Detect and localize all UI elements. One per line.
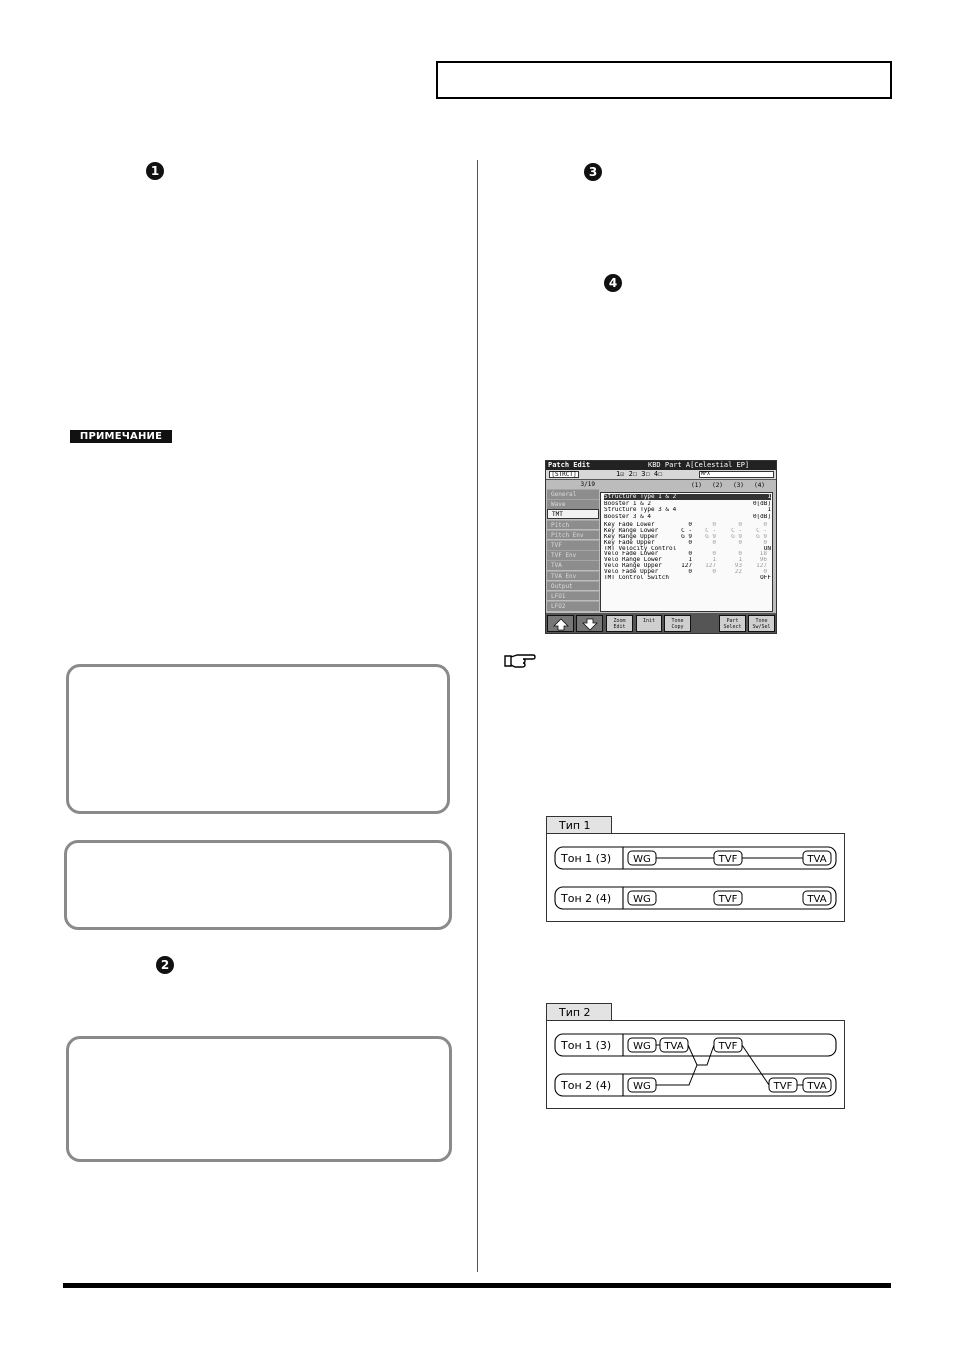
node-label: TVA — [807, 1081, 827, 1092]
lcd-sidebar-item[interactable]: Pitch Env — [547, 530, 599, 540]
lcd-sidebar-item[interactable]: Output — [547, 581, 599, 591]
lcd-param-label: Booster 3 & 4 — [604, 513, 651, 520]
lcd-tone-value: 18 — [759, 551, 767, 558]
lcd-tmt-row[interactable] — [604, 575, 771, 581]
lcd-param-panel — [600, 492, 773, 612]
arrow-up-icon — [551, 618, 571, 631]
diagram-frame — [546, 833, 845, 922]
step-2-marker: 2 — [156, 956, 174, 974]
lcd-screenshot — [545, 460, 777, 634]
lcd-sidebar-item[interactable]: Wave — [547, 499, 599, 509]
lcd-param-label: Key Fade Lower — [604, 522, 655, 529]
lcd-tone-value: 127 — [681, 563, 692, 569]
lcd-sidebar-item[interactable]: General — [547, 489, 599, 499]
diagram-svg — [547, 834, 844, 921]
lcd-param-label: Velo Range Upper — [604, 563, 662, 569]
lcd-tone-value: 93 — [734, 563, 742, 569]
lcd-function-button[interactable]: Init — [636, 615, 662, 632]
lcd-tone-headers — [686, 482, 774, 490]
lcd-param-label: Velo Range Lower — [604, 557, 662, 564]
lcd-tone-value: 0 — [763, 568, 767, 575]
lcd-sidebar-item[interactable]: LFO1 — [547, 591, 599, 601]
lcd-tone-value: 0 — [738, 522, 742, 529]
lcd-param-value: 0[dB] — [752, 500, 771, 507]
lcd-tone-value: 0 — [712, 539, 716, 546]
lcd-tone-value: 0 — [712, 568, 716, 575]
node-label: WG — [633, 1041, 651, 1052]
diagram-type-tab: Тип 1 — [546, 816, 612, 833]
lcd-tone-value: 0 — [688, 522, 692, 529]
diagram-type-tab: Тип 2 — [546, 1003, 612, 1020]
lcd-sidebar-item[interactable]: TVA Env — [547, 571, 599, 581]
lcd-param-label: Structure Type 1 & 2 — [604, 494, 677, 500]
lcd-param-row[interactable] — [604, 507, 771, 513]
lcd-tone-value: G 9 — [681, 534, 692, 540]
page-header-box — [436, 61, 892, 99]
step-3-marker: 3 — [584, 163, 602, 181]
lcd-tone-value: C - — [756, 528, 767, 535]
lcd-tone-value: 0 — [712, 551, 716, 558]
lcd-param-row[interactable] — [604, 514, 771, 520]
lcd-sidebar-item[interactable]: TMT — [547, 509, 599, 519]
lcd-title-bar — [546, 461, 776, 470]
lcd-page-counter: 3/19 — [580, 481, 595, 488]
lcd-tone-value: 0 — [688, 551, 692, 558]
lcd-tone-value: 127 — [705, 563, 716, 569]
lcd-param-label: Velo Fade Upper — [604, 568, 659, 575]
lcd-param-row[interactable] — [604, 501, 771, 507]
lcd-part-badge: [STRCT] — [549, 471, 579, 478]
diagram-frame — [546, 1020, 845, 1109]
lcd-tone-value: 1 — [738, 557, 742, 564]
lcd-part-info: KBD Part A[Celestial EP] — [648, 461, 750, 469]
lcd-tone-header: (1) — [691, 482, 702, 489]
tone-label: Тон 1 (3) — [561, 1039, 612, 1052]
lcd-param-label: Key Fade Upper — [604, 539, 655, 546]
lcd-function-button[interactable]: Zoom Edit — [606, 615, 633, 632]
lcd-param-label: Structure Type 3 & 4 — [604, 507, 677, 514]
tone-label: Тон 2 (4) — [561, 1079, 612, 1092]
lcd-function-button[interactable]: Tone Sw/Sel — [748, 615, 775, 632]
lcd-param-label: Booster 1 & 2 — [604, 500, 651, 507]
lcd-tone-value: 1 — [712, 557, 716, 564]
lcd-tone-value: 1 — [688, 557, 692, 564]
lcd-sidebar-item[interactable]: TVA — [547, 560, 599, 570]
lcd-down-arrow-button[interactable] — [576, 615, 603, 632]
lcd-tone-header: (3) — [733, 482, 744, 489]
lcd-param-value: 1 — [767, 494, 771, 500]
lcd-sidebar — [547, 481, 599, 611]
lcd-param-label: TMT Control Switch — [604, 574, 670, 581]
lcd-tone-value: 0 — [688, 539, 692, 546]
lcd-tone-value: G 9 — [731, 534, 742, 540]
lcd-tone-value: 0 — [738, 539, 742, 546]
node-label: WG — [633, 854, 651, 865]
tone-label: Тон 1 (3) — [561, 852, 612, 865]
lcd-param-label: TMT Velocity Control — [604, 545, 677, 552]
lcd-param-label: Key Range Upper — [604, 534, 659, 540]
lcd-title: Patch Edit — [548, 461, 591, 469]
lcd-tone-value: 96 — [759, 557, 767, 564]
lcd-param-value: ON — [763, 545, 771, 552]
arrow-down-icon — [580, 618, 600, 631]
node-label: TVF — [718, 854, 738, 865]
node-label: TVF — [773, 1081, 793, 1092]
lcd-sidebar-item[interactable]: LFO2 — [547, 601, 599, 611]
lcd-function-button[interactable]: Part Select — [719, 615, 746, 632]
info-box-2 — [64, 840, 452, 930]
lcd-param-value: 1 — [767, 507, 771, 514]
lcd-sidebar-item[interactable]: TVF Env — [547, 550, 599, 560]
lcd-tone-header: (2) — [712, 482, 723, 489]
lcd-mfx-indicator: MFX — [699, 471, 774, 478]
node-label: TVA — [807, 854, 827, 865]
info-box-3 — [66, 1036, 452, 1162]
lcd-tone-value: G 9 — [705, 534, 716, 540]
step-4-marker: 4 — [604, 274, 622, 292]
column-divider — [477, 160, 478, 1272]
lcd-tone-header: (4) — [754, 482, 765, 489]
lcd-param-value: OFF — [760, 574, 771, 581]
lcd-param-label: Velo Fade Lower — [604, 551, 659, 558]
lcd-param-label: Key Range Lower — [604, 528, 659, 535]
lcd-tone-value: C - — [705, 528, 716, 535]
info-box-1 — [66, 664, 450, 814]
lcd-sidebar-item[interactable]: TVF — [547, 540, 599, 550]
step-1-marker: 1 — [146, 162, 164, 180]
diagram-svg — [547, 1021, 844, 1108]
lcd-tone-value: 0 — [688, 568, 692, 575]
lcd-tone-value: 0 — [738, 551, 742, 558]
lcd-tone-value: C - — [731, 528, 742, 535]
lcd-tone-switches[interactable]: 1☑ 2☐ 3☐ 4☐ — [616, 470, 663, 478]
lcd-function-bar — [546, 613, 776, 633]
lcd-tone-value: 22 — [734, 568, 742, 575]
lcd-sidebar-item[interactable]: Pitch — [547, 520, 599, 530]
node-label: TVA — [807, 894, 827, 905]
lcd-tone-value: 127 — [756, 563, 767, 569]
lcd-tone-value: 0 — [712, 522, 716, 529]
node-label: WG — [633, 894, 651, 905]
node-label: TVA — [664, 1041, 684, 1052]
lcd-up-arrow-button[interactable] — [547, 615, 574, 632]
node-label: TVF — [718, 1041, 738, 1052]
lcd-function-button[interactable]: Tone Copy — [664, 615, 691, 632]
pointing-hand-icon — [503, 651, 537, 669]
lcd-param-row[interactable] — [604, 494, 771, 500]
lcd-tone-value: G 9 — [756, 534, 767, 540]
lcd-tone-value: C - — [681, 528, 692, 535]
lcd-param-value: 0[dB] — [752, 513, 771, 520]
lcd-tone-value: 0 — [763, 539, 767, 546]
node-label: TVF — [718, 894, 738, 905]
lcd-tone-value: 0 — [763, 522, 767, 529]
footer-rule — [63, 1283, 891, 1288]
note-label: ПРИМЕЧАНИЕ — [70, 430, 172, 443]
lcd-status-bar — [546, 470, 776, 480]
tone-label: Тон 2 (4) — [561, 892, 612, 905]
node-label: WG — [633, 1081, 651, 1092]
